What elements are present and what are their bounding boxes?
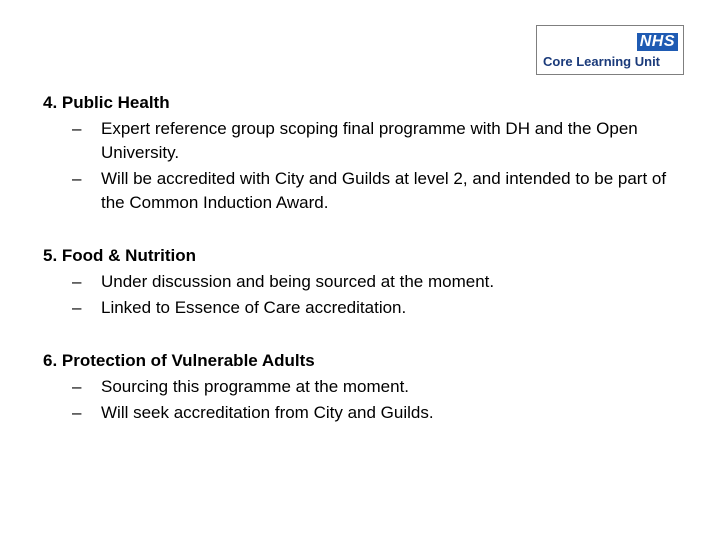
section-public-health <box>43 90 693 215</box>
section-title: 5. Food & Nutrition <box>43 246 196 265</box>
bullet-text: Expert reference group scoping final programme with DH and the Open University. <box>101 119 638 162</box>
bullet-item <box>43 375 693 399</box>
dash-marker: – <box>72 119 82 138</box>
bullet-list <box>43 117 693 215</box>
bullet-item <box>43 117 693 165</box>
nhs-logo-badge: NHS <box>637 33 678 51</box>
section-title: 6. Protection of Vulnerable Adults <box>43 351 315 370</box>
bullet-item <box>43 296 693 320</box>
bullet-text: Will seek accreditation from City and Guilds. <box>101 403 434 422</box>
dash-marker: – <box>72 403 82 422</box>
section-title: 4. Public Health <box>43 93 170 112</box>
bullet-text: Will be accredited with City and Guilds at level 2, and intended to be part of the Common Induction Award. <box>101 169 667 212</box>
bullet-text: Linked to Essence of Care accreditation. <box>101 298 407 317</box>
dash-marker: – <box>72 272 82 291</box>
dash-marker: – <box>72 377 82 396</box>
logo-unit-label: Core Learning Unit <box>543 54 661 69</box>
bullet-list <box>43 270 693 320</box>
bullet-item <box>43 167 693 215</box>
dash-marker: – <box>72 169 82 188</box>
slide-content <box>43 90 693 453</box>
dash-marker: – <box>72 298 82 317</box>
section-protection-vulnerable-adults <box>43 348 693 425</box>
bullet-item <box>43 401 693 425</box>
bullet-text: Sourcing this programme at the moment. <box>101 377 410 396</box>
bullet-text: Under discussion and being sourced at the moment. <box>101 272 495 291</box>
bullet-item <box>43 270 693 294</box>
bullet-list <box>43 375 693 425</box>
section-food-nutrition <box>43 243 693 320</box>
nhs-core-learning-unit-logo <box>536 25 684 75</box>
